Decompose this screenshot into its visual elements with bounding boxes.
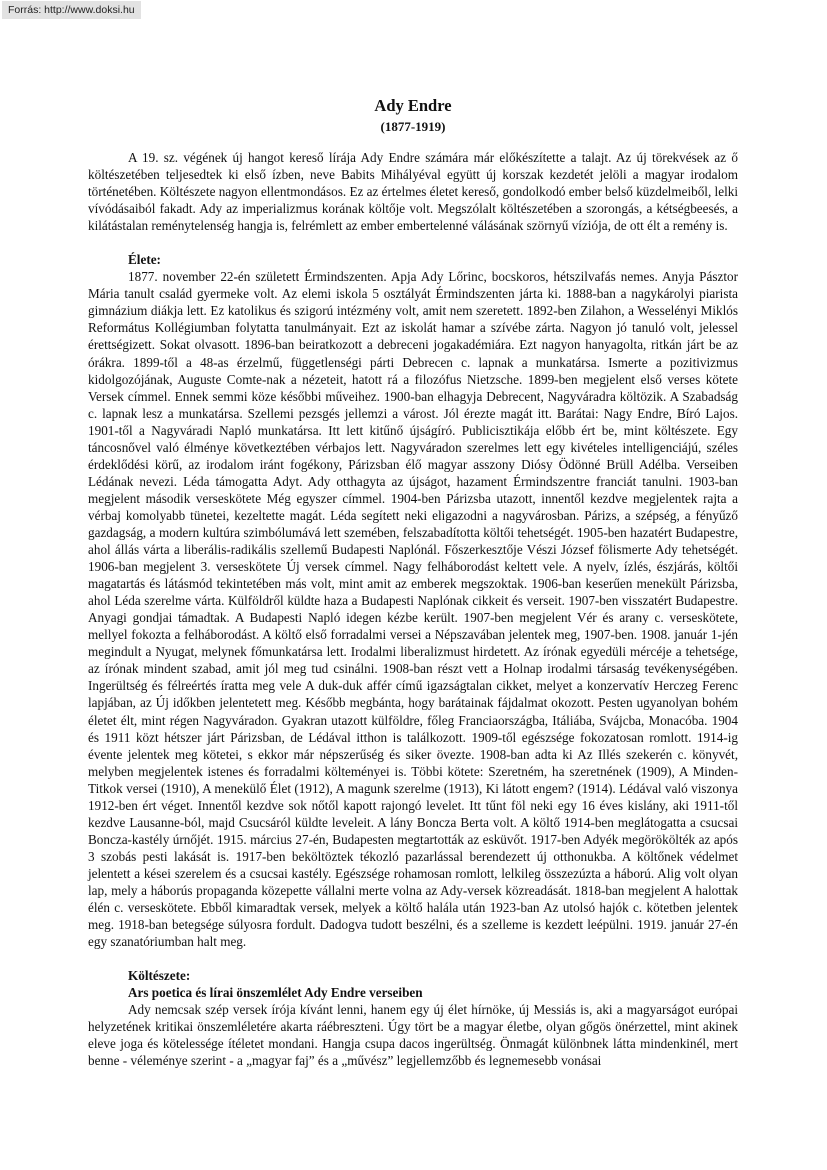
document-title: Ady Endre <box>374 96 452 115</box>
intro-paragraph: A 19. sz. végének új hangot kereső lírája Ady Endre számára már előkészítette a talajt. Az új törekvések az ő költészetében teljesedtek ki első ízben, neve Babits Mihályéval együtt új korszak kezdetét jelöli a magyar irodalom történetében. Költészete nagyon ellentmondásos. Ez az értelmes életet kereső, gondolkodó ember belső küzdelmeiből, lelki vívódásaiból fakadt. Ady az imperializmus korának költője volt. Megszólalt költészetében a szorongás, a kétségbeesés, a kilátástalan reménytelenség hangja is, felrémlett az ember embertelenné válásának szörnyű víziója, de ott élt a remény is. <box>88 150 738 234</box>
document-years: (1877-1919) <box>380 119 446 134</box>
ars-poetica-paragraph: Ady nemcsak szép versek írója kívánt lenni, hanem egy új élet hírnöke, új Messiás is, aki a magyarságot európai helyzetének kritikai önszemléletére akarta ráébreszteni. Úgy tört be a magyar életbe, olyan gőgös önérzettel, mint akinek eleve joga és kötelessége ítéletet mondani. Hangja csupa dacos ingerültség. Önmagát különbnek látta mindenkinél, mert benne - véleménye szerint - a „magyar faj” és a „művész” legjellemzőbb és legnemesebb vonásai <box>88 1002 738 1069</box>
document-page <box>88 96 738 1069</box>
ars-poetica-heading: Ars poetica és lírai önszemlélet Ady Endre verseiben <box>128 985 423 1001</box>
source-label: Forrás: http://www.doksi.hu <box>2 1 141 19</box>
poetry-heading: Költészete: <box>128 968 191 984</box>
life-heading: Élete: <box>128 252 161 268</box>
life-paragraph: 1877. november 22-én született Érmindszenten. Apja Ady Lőrinc, bocskoros, hétszilvafás nemes. Anyja Pásztor Mária tanult család gyermeke volt. Az elemi iskola 5 osztályát Érmindszenten járta ki. 1888-ban a nagykárolyi piarista gimnázium diákja lett. Ez katolikus és szigorú intézmény volt, amit nem szeretett. 1892-ben Zilahon, a Wesselényi Miklós Református Kollégiumban folytatta tanulmányait. Ezt az iskolát hamar a szívébe zárta. Nagyon jó tanuló volt, jelessel érettségizett. Sokat olvasott. 1896-ban beiratkozott a debreceni jogakadémiára. Ezt nagyon hanyagolta, ritkán járt be az órákra. 1899-től a 48-as érzelmű, függetlenségi párti Debrecen c. lapnak a munkatársa. Ismerte a pozitivizmus kidolgozójának, Auguste Comte-nak a nézeteit, hatott rá a filozófus Nietzsche. 1899-ben megjelent első verses kötete Versek címmel. Ennek semmi köze későbbi műveihez. 1900-ban elhagyja Debrecent, Nagyváradra költözik. A Szabadság c. lapnak lesz a munkatársa. Szellemi pezsgés jellemzi a várost. Jól érezte magát itt. Barátai: Nagy Endre, Bíró Lajos. 1901-től a Nagyváradi Napló munkatársa. Itt lett kitűnő újságíró. Publicisztikája előbb ért be, mint költészete. Egy táncosnővel való élménye következtében vérbajos lett. Nagyváradon szerelmes lett egy kivételes intelligenciájú, széles érdeklődési körű, az irodalom iránt fogékony, Párizsban élő magyar asszony Diósy Ödönné Brüll Adélba. Verseiben Lédának nevezi. Léda támogatta Adyt. Ady otthagyta az újságot, hazament Érmindszentre franciát tanulni. 1903-ban megjelent második verseskötete Még egyszer címmel. 1904-ben Párizsba utazott, innentől kezdve megjelentek rajta a vérbaj komolyabb tünetei, kezeltette magát. Léda segített neki eligazodni a nagyvárosban. Párizs, a szépség, a fényűző gazdagság, a modern kultúra szimbólumává lett szemében, felszabadította költői tehetségét. 1905-ben hazatért Budapestre, ahol állás várta a liberális-radikális szellemű Budapesti Naplónál. Főszerkesztője Vészi József fölismerte Ady tehetségét. 1906-ban megjelent 3. verseskötete Új versek címmel. Nagy felháborodást keltett vele. A nyelv, ízlés, észjárás, költői magatartás és látásmód tekintetében más volt, mint amit az emberek megszoktak. 1906-ban keserűen menekült Párizsba, ahol Léda szerelme várta. Külföldről küldte haza a Budapesti Naplónak cikkeit és verseit. 1907-ben visszatért Budapestre. Anyagi gondjai támadtak. A Budapesti Napló idegen kézbe került. 1907-ben megjelent Vér és arany c. verseskötete, mellyel fokozta a felháborodást. A költő első forradalmi versei a Népszavában jelentek meg, 1907-ben. 1908. január 1-jén megindult a Nyugat, melynek főmunkatársa lett. Irodalmi liberalizmust hirdetett. Az írónak egyedüli mércéje a tehetsége, az írónak mindent szabad, amit jól meg tud csinálni. 1908-ban részt vett a Holnap irodalmi társaság tevékenységében. Ingerültség és félreértés íratta meg vele A duk-duk affér című igazságtalan cikket, melyet a konzervatív Herczeg Ferenc lapjában, az Új időkben jelentetett meg. Később megbánta, hogy barátainak fájdalmat okozott. Pesten ugyanolyan bohém életet élt, mint régen Nagyváradon. Gyakran utazott külföldre, főleg Franciaországba, Itáliába, Svájcba, Monacóba. 1904 és 1911 közt hétszer járt Párizsban, de Lédával itthon is találkozott. 1909-től egészsége fokozatosan romlott. 1914-ig évente jelentek meg kötetei, s ekkor már népszerűség és siker övezte. 1908-ban adta ki Az Illés szekerén c. könyvét, melyben megjelentek istenes és forradalmi költeményei is. Többi kötete: Szeretném, ha szeretnének (1909), A Minden-Titkok versei (1910), A menekülő Élet (1912), A magunk szerelme (1913), Ki látott engem? (1914). Lédával való viszonya 1912-ben ért véget. Innentől kezdve sok nőtől kapott rajongó levelet. Itt tűnt föl neki egy 16 éves kislány, aki 1911-től kezdve Lausanne-ból, majd Csucsáról küldte leveleit. A lány Boncza Berta volt. A költő 1914-ben meglátogatta a csucsai Boncza-kastély úrnőjét. 1915. március 27-én, Budapesten megtartották az esküvőt. 1917-ben Adyék megörökölték az após 3 szobás pesti lakását is. 1917-ben beköltöztek tékozló pazarlással berendezett új otthonukba. A költőnek védelmet jelentett a kései szerelem és a csucsai kastély. Egészsége rohamosan romlott, lelkileg összezúzta a háború. Alig volt olyan lap, mely a háborús propaganda közepette vállalni merte volna az Ady-versek közreadását. 1818-ban megjelent A halottak élén c. verseskötete. Ebből kimaradtak versek, melyek a költő halála után 1923-ban Az utolsó hajók c. kötetben jelentek meg. 1918-ban betegsége súlyosra fordult. Dadogva tudott beszélni, és a szelleme is kezdett leépülni. 1919. január 27-én egy szanatóriumban halt meg. <box>88 269 738 950</box>
